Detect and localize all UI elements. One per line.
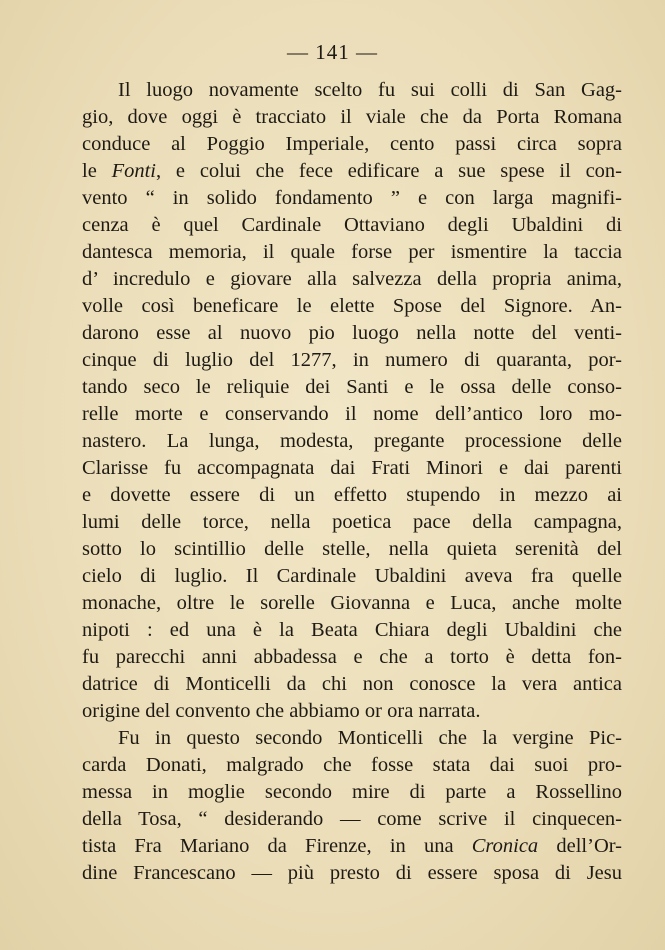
text-segment: nastero. La lunga, modesta, pregante processione delle (82, 430, 622, 452)
text-segment: lumi delle torce, nella poetica pace della campagna, (82, 511, 622, 533)
text-line (82, 509, 622, 536)
text-line (82, 698, 622, 725)
text-line (82, 212, 622, 239)
text-segment: carda Donati, malgrado che fosse stata dai suoi pro- (82, 754, 622, 776)
text-line (82, 590, 622, 617)
text-line (82, 617, 622, 644)
text-segment: messa in moglie secondo mire di parte a Rossellino (82, 781, 622, 803)
text-segment: dantesca memoria, il quale forse per ismentire la taccia (82, 241, 622, 263)
text-segment: origine del convento che abbiamo or ora narrata. (82, 700, 481, 722)
text-segment: cinque di luglio del 1277, in numero di quaranta, por- (82, 349, 622, 371)
text-line (82, 428, 622, 455)
text-segment: sotto lo scintillio delle stelle, nella quieta serenità del (82, 538, 622, 560)
text-segment: tista Fra Mariano da Firenze, in una (82, 835, 472, 857)
text-segment: fu parecchi anni abbadessa e che a torto è detta fon- (82, 646, 622, 668)
text-segment: tando seco le reliquie dei Santi e le ossa delle conso- (82, 376, 622, 398)
paragraph (82, 725, 622, 887)
text-line (82, 374, 622, 401)
text-line (82, 320, 622, 347)
text-segment: della Tosa, “ desiderando — come scrive il cinquecen- (82, 808, 622, 830)
text-line (82, 266, 622, 293)
text-segment: volle così beneficare le elette Spose del Signore. An- (82, 295, 622, 317)
text-line (82, 833, 622, 860)
text-segment: vento “ in solido fondamento ” e con larga magnifi- (82, 187, 622, 209)
text-segment: e dovette essere di un effetto stupendo in mezzo ai (82, 484, 622, 506)
text-segment: dine Francescano — più presto di essere sposa di Jesu (82, 862, 622, 884)
text-segment: darono esse al nuovo pio luogo nella notte del venti- (82, 322, 622, 344)
text-line (82, 185, 622, 212)
text-segment: monache, oltre le sorelle Giovanna e Luca, anche molte (82, 592, 622, 614)
text-segment: Il luogo novamente scelto fu sui colli di San Gag- (118, 79, 622, 101)
italic-text: Fonti (111, 160, 157, 182)
text-line (82, 455, 622, 482)
text-segment: cielo di luglio. Il Cardinale Ubaldini aveva fra quelle (82, 565, 622, 587)
text-segment: Clarisse fu accompagnata dai Frati Minori e dai parenti (82, 457, 622, 479)
text-line (82, 860, 622, 887)
text-segment: datrice di Monticelli da chi non conosce la vera antica (82, 673, 622, 695)
text-segment: Fu in questo secondo Monticelli che la vergine Pic- (118, 727, 622, 749)
text-line (82, 779, 622, 806)
text-line (82, 806, 622, 833)
body-text (82, 77, 622, 887)
text-segment: d’ incredulo e giovare alla salvezza della propria anima, (82, 268, 622, 290)
italic-text: Cronica (471, 835, 539, 857)
paragraph (82, 77, 622, 725)
text-line (82, 77, 622, 104)
text-line (82, 536, 622, 563)
text-line (82, 131, 622, 158)
text-segment: cenza è quel Cardinale Ottaviano degli Ubaldini di (82, 214, 622, 236)
text-line (82, 104, 622, 131)
text-line (82, 482, 622, 509)
text-line (82, 752, 622, 779)
text-line (82, 239, 622, 266)
text-segment: le (82, 160, 112, 182)
text-segment: , e colui che fece edificare a sue spese il con- (156, 160, 622, 182)
text-line (82, 401, 622, 428)
text-line (82, 158, 622, 185)
text-segment: conduce al Poggio Imperiale, cento passi circa sopra (82, 133, 622, 155)
text-line (82, 347, 622, 374)
text-line (82, 644, 622, 671)
text-line (82, 293, 622, 320)
page-number: — 141 — (287, 40, 378, 64)
text-line (82, 671, 622, 698)
text-segment: dell’Or- (538, 835, 622, 857)
text-line (82, 725, 622, 752)
text-segment: gio, dove oggi è tracciato il viale che da Porta Romana (82, 106, 622, 128)
text-segment: nipoti : ed una è la Beata Chiara degli Ubaldini che (82, 619, 622, 641)
text-line (82, 563, 622, 590)
text-segment: relle morte e conservando il nome dell’antico loro mo- (82, 403, 622, 425)
